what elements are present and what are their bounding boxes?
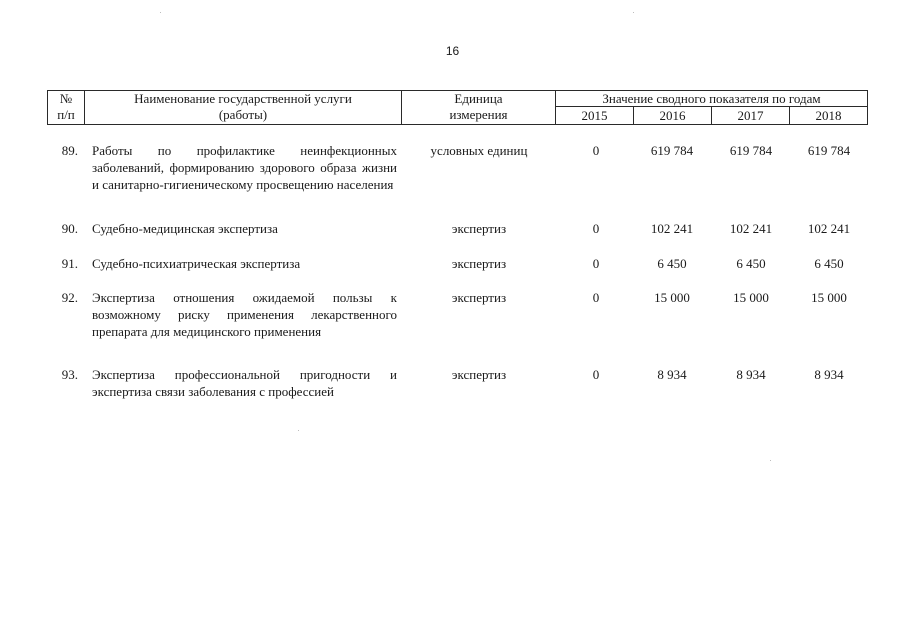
header-bottom-border (47, 124, 868, 125)
row-value-2018: 619 784 (807, 143, 851, 158)
row-unit: условных единиц (430, 143, 528, 158)
row-service-name: Судебно-медицинская экспертиза (92, 221, 278, 236)
page-number: 16 (445, 44, 460, 58)
row-unit: экспертиз (451, 221, 507, 236)
row-value-2018: 15 000 (811, 290, 847, 305)
row-value-2016: 102 241 (650, 221, 694, 236)
scan-speck (633, 12, 634, 13)
row-number: 89. (61, 143, 78, 158)
header-year-2015: 2015 (581, 108, 608, 123)
header-year-group: Значение сводного показателя по годам (602, 91, 821, 106)
row-service-name: Судебно-психиатрическая экспертиза (92, 256, 301, 271)
header-unit-line2: измерения (449, 107, 508, 122)
row-value-2015: 0 (592, 256, 600, 271)
scan-speck (770, 460, 771, 461)
row-value-2015: 0 (592, 290, 600, 305)
row-value-2017: 15 000 (733, 290, 769, 305)
header-year-2016: 2016 (659, 108, 686, 123)
row-service-name: Экспертиза профессиональной пригодности и экспертиза связи заболевания с профессией (92, 367, 397, 399)
header-year-2017: 2017 (737, 108, 764, 123)
row-number: 91. (61, 256, 78, 271)
row-service-name: Экспертиза отношения ожидаемой пользы к возможному риску применения лекарственного препарата для медицинского применения (92, 290, 397, 339)
row-service-name: Работы по профилактике неинфекционных заболеваний, формированию здорового образа жизни и санитарно-гигиеническому просвещению населения (92, 143, 397, 192)
row-value-2017: 6 450 (736, 256, 766, 271)
row-value-2017: 8 934 (736, 367, 766, 382)
row-value-2016: 6 450 (657, 256, 687, 271)
header-number-line1: № (59, 91, 73, 106)
row-value-2018: 8 934 (814, 367, 844, 382)
row-unit: экспертиз (451, 256, 507, 271)
row-value-2018: 102 241 (807, 221, 851, 236)
header-name-line2: (работы) (218, 107, 268, 122)
row-value-2016: 619 784 (650, 143, 694, 158)
header-unit-line1: Единица (454, 91, 503, 106)
row-unit: экспертиз (451, 367, 507, 382)
row-unit: экспертиз (451, 290, 507, 305)
row-value-2017: 102 241 (729, 221, 773, 236)
row-value-2016: 15 000 (654, 290, 690, 305)
row-value-2017: 619 784 (729, 143, 773, 158)
row-value-2016: 8 934 (657, 367, 687, 382)
row-number: 90. (61, 221, 78, 236)
header-name-line1: Наименование государственной услуги (134, 91, 352, 106)
row-number: 92. (61, 290, 78, 305)
scan-speck (298, 430, 299, 431)
header-col-right-border (867, 90, 868, 125)
row-value-2015: 0 (592, 221, 600, 236)
header-number-line2: п/п (57, 107, 75, 122)
row-value-2015: 0 (592, 143, 600, 158)
header-year-2018: 2018 (815, 108, 842, 123)
scan-speck (160, 12, 161, 13)
row-value-2015: 0 (592, 367, 600, 382)
row-number: 93. (61, 367, 78, 382)
row-value-2018: 6 450 (814, 256, 844, 271)
